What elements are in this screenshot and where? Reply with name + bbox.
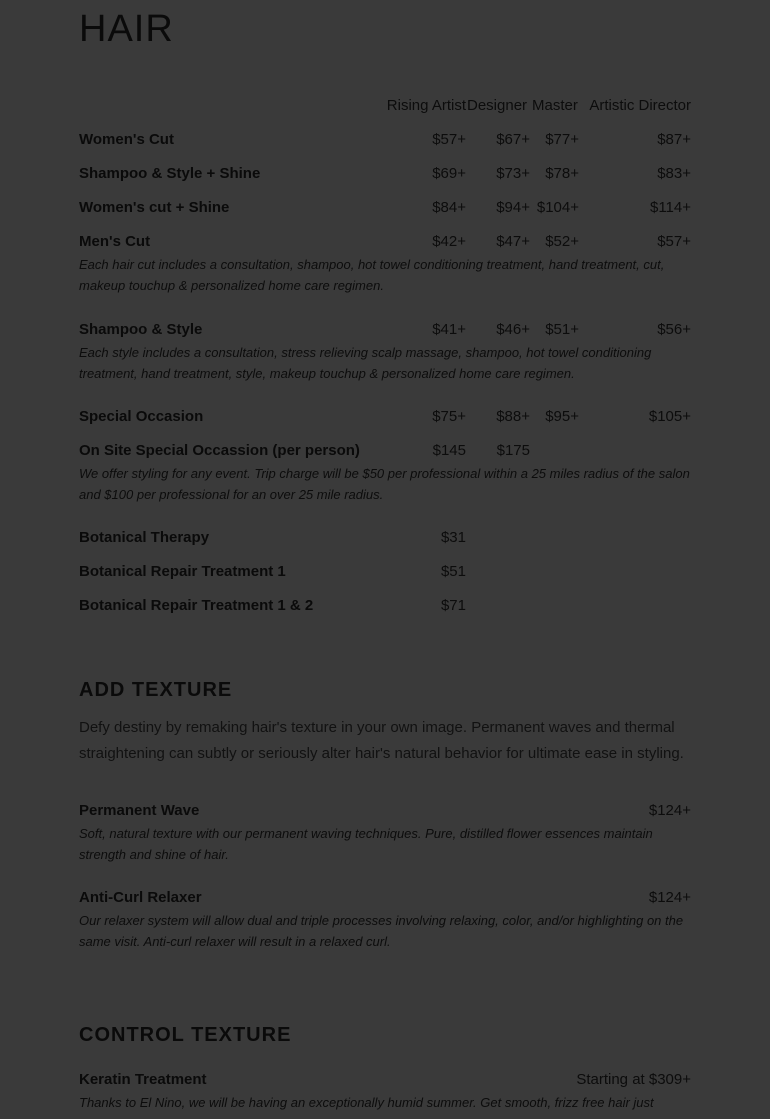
- price-master: $51+: [545, 321, 579, 338]
- service-name: Permanent Wave: [79, 802, 200, 819]
- column-header-master: Master: [532, 97, 578, 114]
- price-artistic-director: $114+: [649, 199, 691, 216]
- price-artistic-director: $87+: [657, 131, 691, 148]
- service-name: Special Occasion: [79, 408, 204, 425]
- price-designer: $67+: [496, 131, 530, 148]
- section-title-add-texture: ADD TEXTURE: [79, 679, 233, 701]
- service-name: Men's Cut: [79, 233, 151, 250]
- service-name: Keratin Treatment: [79, 1071, 207, 1088]
- section-title-hair: HAIR: [79, 8, 174, 50]
- service-description: We offer styling for any event. Trip charge will be $50 per professional within a 25 miles radius of the salon and $100 per professional for an over 25 mile radius.: [79, 466, 690, 502]
- price-master: $95+: [545, 408, 579, 425]
- price-rising-artist: $145: [432, 442, 466, 459]
- service-description: Soft, natural texture with our permanent waving techniques. Pure, distilled flower essences maintain strength and shine of hair.: [79, 826, 653, 862]
- service-name: On Site Special Occassion (per person): [79, 442, 360, 459]
- price-master: $77+: [545, 131, 579, 148]
- price-master: $52+: [545, 233, 579, 250]
- price-designer: $88+: [496, 408, 530, 425]
- price-rising-artist: $42+: [432, 233, 466, 250]
- service-price: $124+: [648, 802, 691, 819]
- service-name: Women's cut + Shine: [79, 199, 230, 216]
- service-price: $124+: [648, 889, 691, 906]
- service-name: Botanical Repair Treatment 1 & 2: [79, 597, 314, 614]
- price-artistic-director: $105+: [648, 408, 691, 425]
- price-master: $78+: [545, 165, 579, 182]
- service-description: Each hair cut includes a consultation, shampoo, hot towel conditioning treatment, hand treatment, cut, makeup touchup & personalized home care regimen.: [79, 257, 665, 293]
- service-name: Anti-Curl Relaxer: [79, 889, 202, 906]
- price-rising-artist: $57+: [432, 131, 466, 148]
- price-designer: $46+: [496, 321, 530, 338]
- price-designer: $73+: [496, 165, 530, 182]
- price-rising-artist: $75+: [432, 408, 466, 425]
- price-designer: $175: [496, 442, 530, 459]
- price-artistic-director: $57+: [657, 233, 691, 250]
- price-rising-artist: $41+: [432, 321, 466, 338]
- service-description: Thanks to El Nino, we will be having an exceptionally humid summer. Get smooth, frizz free hair just: [79, 1095, 654, 1110]
- service-name: Shampoo & Style: [79, 321, 203, 338]
- price-rising-artist: $31: [440, 529, 466, 546]
- service-name: Botanical Therapy: [79, 529, 210, 546]
- price-rising-artist: $51: [440, 563, 466, 580]
- price-master: $104+: [536, 199, 579, 216]
- column-header-rising-artist: Rising Artist: [386, 97, 466, 114]
- price-artistic-director: $56+: [657, 321, 691, 338]
- price-designer: $47+: [496, 233, 530, 250]
- service-name: Shampoo & Style + Shine: [79, 165, 261, 182]
- price-rising-artist: $84+: [432, 199, 466, 216]
- price-rising-artist: $69+: [432, 165, 466, 182]
- price-rising-artist: $71: [440, 597, 466, 614]
- price-artistic-director: $83+: [657, 165, 691, 182]
- column-header-designer: Designer: [467, 97, 528, 114]
- section-intro: Defy destiny by remaking hair's texture in your own image. Permanent waves and thermal straightening can subtly or seriously alter hair's natural behavior for ultimate ease in styling.: [79, 719, 684, 762]
- section-title-control-texture: CONTROL TEXTURE: [79, 1024, 292, 1046]
- column-header-artistic-director: Artistic Director: [589, 97, 691, 114]
- service-price: Starting at $309+: [576, 1071, 691, 1088]
- service-name: Women's Cut: [79, 131, 174, 148]
- service-name: Botanical Repair Treatment 1: [79, 563, 286, 580]
- price-designer: $94+: [496, 199, 530, 216]
- service-description: Our relaxer system will allow dual and triple processes involving relaxing, color, and/or highlighting on the same visit. Anti-curl relaxer will result in a relaxed curl.: [79, 913, 684, 949]
- service-description: Each style includes a consultation, stress relieving scalp massage, shampoo, hot towel conditioning treatment, hand treatment, style, makeup touchup & personalized home care regimen.: [79, 345, 652, 381]
